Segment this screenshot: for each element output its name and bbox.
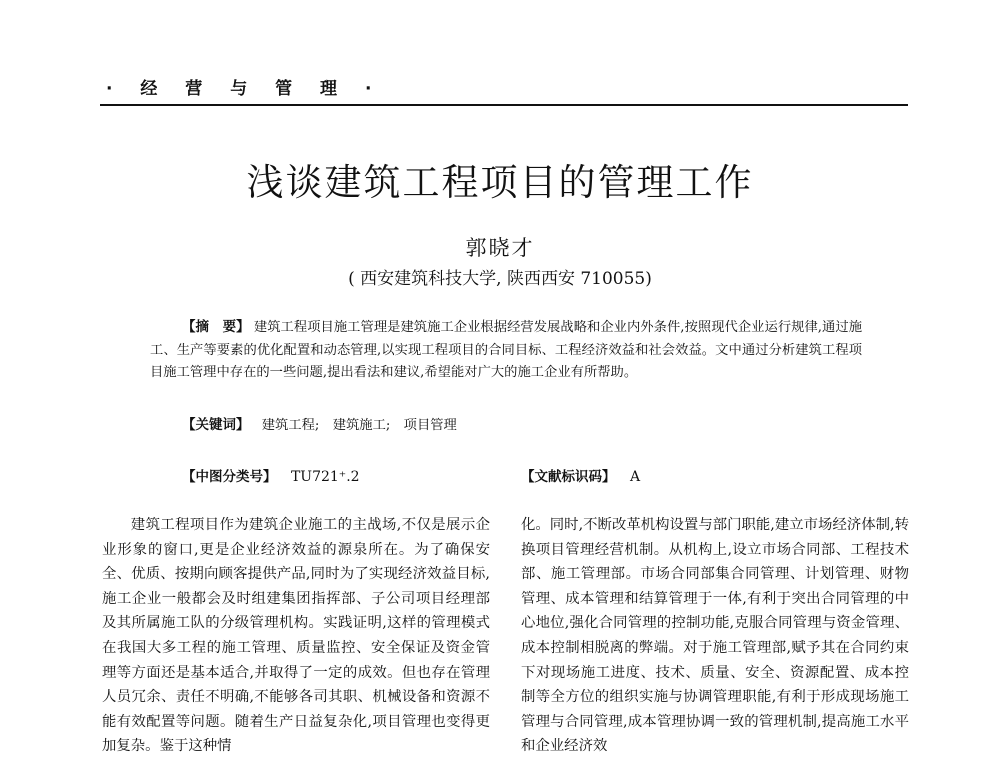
abstract-text: 建筑工程项目施工管理是建筑施工企业根据经营发展战略和企业内外条件,按照现代企业运行规律,通过施工、生产等要素的优化配置和动态管理,以实现工程项目的合同目标、工程经济效益和社会效益。文中通过分析建筑工程项目施工管理中存在的一些问题,提出看法和建议,希望能对广大的施工企业有所帮助。 (150, 320, 863, 380)
body-right-column (521, 513, 909, 759)
author-name: 郭晓才 (465, 236, 535, 260)
keywords-label: 【关键词】 (182, 417, 250, 433)
body-paragraph-continued: 化。同时,不断改革机构设置与部门职能,建立市场经济体制,转换项目管理经营机制。从机构上,设立市场合同部、工程技术部、施工管理部。市场合同部集合同管理、计划管理、财物管理、成本管理和结算管理于一体,有利于突出合同管理的中心地位,强化合同管理的控制功能,克服合同管理与资金管理、成本控制相脱离的弊端。对于施工管理部,赋予其在合同约束下对现场施工进度、技术、质量、安全、资源配置、成本控制等全方位的组织实施与协调管理职能,有利于形成现场施工管理与合同管理,成本管理协调一致的管理机制,提高施工水平和企业经济效 (521, 517, 909, 755)
section-header: · 经 营 与 管 理 · (106, 79, 383, 99)
abstract (150, 316, 862, 385)
document-code-label: 【文献标识码】 (521, 469, 616, 485)
abstract-block (150, 316, 862, 385)
document-code-value: A (629, 469, 641, 485)
classification-label: 【中图分类号】 (182, 469, 277, 485)
header-rule (100, 104, 908, 106)
article-title: 浅谈建筑工程项目的管理工作 (246, 161, 754, 204)
document-code-line (521, 465, 640, 485)
keywords (150, 414, 862, 437)
keywords-text: 建筑工程; 建筑施工; 项目管理 (261, 418, 457, 433)
abstract-label: 【摘 要】 (182, 319, 250, 335)
classification-line (182, 465, 360, 485)
body-paragraph: 建筑工程项目作为建筑企业施工的主战场,不仅是展示企业形象的窗口,更是企业经济效益的源泉所在。为了确保安全、优质、按期向顾客提供产品,同时为了实现经济效益目标,施工企业一般都会及时组建集团指挥部、子公司项目经理部及其所属施工队的分级管理机构。实践证明,这样的管理模式在我国大多工程的施工管理、质量监控、安全保证及资金管理等方面还是基本适合,并取得了一定的成效。但也存在管理人员冗余、责任不明确,不能够各司其职、机械设备和资源不能有效配置等问题。随着生产日益复杂化,项目管理也变得更加复杂。鉴于这种情 (102, 517, 490, 755)
body-left-column (102, 513, 490, 759)
classification-value: TU721⁺.2 (290, 469, 360, 485)
author-affiliation: ( 西安建筑科技大学, 陕西西安 710055) (348, 269, 652, 289)
